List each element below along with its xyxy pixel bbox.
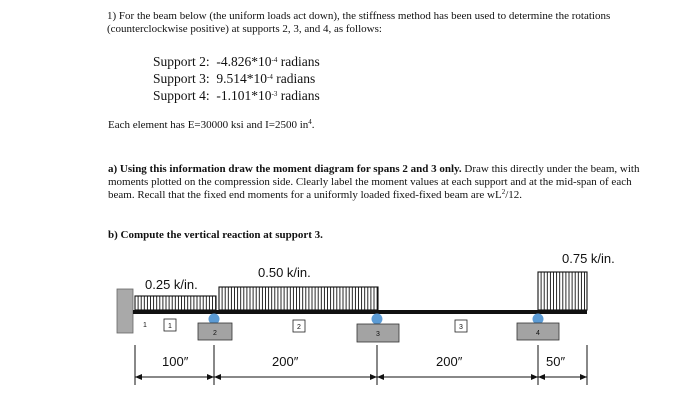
rotation-value: -1.101*10 bbox=[216, 88, 272, 103]
rotation-unit: radians bbox=[272, 71, 316, 86]
rotation-exponent: -4 bbox=[271, 56, 278, 64]
load-label-2: 0.50 k/in. bbox=[258, 265, 311, 280]
rotation-value: -4.826*10 bbox=[216, 54, 272, 69]
distributed-load-2 bbox=[219, 287, 378, 310]
node-label-4: 4 bbox=[536, 330, 540, 337]
rotation-exponent: -3 bbox=[271, 90, 278, 98]
fixed-wall bbox=[117, 289, 133, 333]
element-label-2: 2 bbox=[297, 324, 301, 331]
material-exponent: 4 bbox=[308, 118, 312, 126]
beam bbox=[133, 310, 587, 314]
question-a-exponent: 2 bbox=[501, 188, 506, 196]
question-a-text: Draw this directly under the beam, with moments plotted on the compression side. Clearly label the moment values at each support and at the mid-span of each beam. Recall that the fixed end moments for a uniformly loaded fixed-fixed beam are wL bbox=[108, 163, 640, 201]
rotation-exponent: -4 bbox=[267, 73, 273, 81]
arrowhead bbox=[531, 374, 538, 380]
material-period: . bbox=[311, 119, 315, 131]
rotation-label: Support 2: bbox=[153, 54, 210, 69]
rotation-unit: radians bbox=[277, 88, 320, 103]
load-label-1: 0.25 k/in. bbox=[145, 277, 198, 292]
distributed-load-1 bbox=[135, 296, 216, 310]
load-outline bbox=[219, 287, 378, 310]
span-label-1: 100″ bbox=[162, 354, 189, 369]
span-label-3: 200″ bbox=[436, 354, 463, 369]
rotation-unit: radians bbox=[277, 54, 320, 69]
arrowhead bbox=[538, 374, 545, 380]
element-label-1: 1 bbox=[168, 323, 172, 330]
question-a-text-end: /12. bbox=[505, 189, 523, 201]
arrowhead bbox=[370, 374, 377, 380]
node-label-1: 1 bbox=[143, 322, 147, 329]
roller-support-3 bbox=[372, 314, 383, 325]
node-label-3: 3 bbox=[376, 331, 380, 338]
rotation-label: Support 3: bbox=[153, 71, 210, 86]
span-label-4: 50″ bbox=[546, 354, 566, 369]
problem-intro: 1) For the beam below (the uniform loads act down), the stiffness method has been used to determine the rotations (counterclockwise positive) at supports 2, 3, and 4, as follows: bbox=[107, 10, 611, 35]
arrowhead bbox=[580, 374, 587, 380]
arrowhead bbox=[135, 374, 142, 380]
material-text: Each element has E=30000 ksi and I=2500 in bbox=[108, 119, 309, 131]
question-a-heading: a) Using this information draw the moment diagram for spans 2 and 3 only. bbox=[108, 163, 462, 175]
arrowhead bbox=[207, 374, 214, 380]
distributed-load-3 bbox=[538, 272, 587, 310]
rotation-value: 9.514*10 bbox=[216, 71, 268, 86]
arrowhead bbox=[214, 374, 221, 380]
element-label-3: 3 bbox=[459, 324, 463, 331]
node-label-2: 2 bbox=[213, 330, 217, 337]
span-label-2: 200″ bbox=[272, 354, 299, 369]
load-label-3: 0.75 k/in. bbox=[562, 251, 615, 266]
arrowhead bbox=[377, 374, 384, 380]
rotation-label: Support 4: bbox=[153, 88, 210, 103]
question-b-heading: b) Compute the vertical reaction at support 3. bbox=[108, 229, 323, 241]
